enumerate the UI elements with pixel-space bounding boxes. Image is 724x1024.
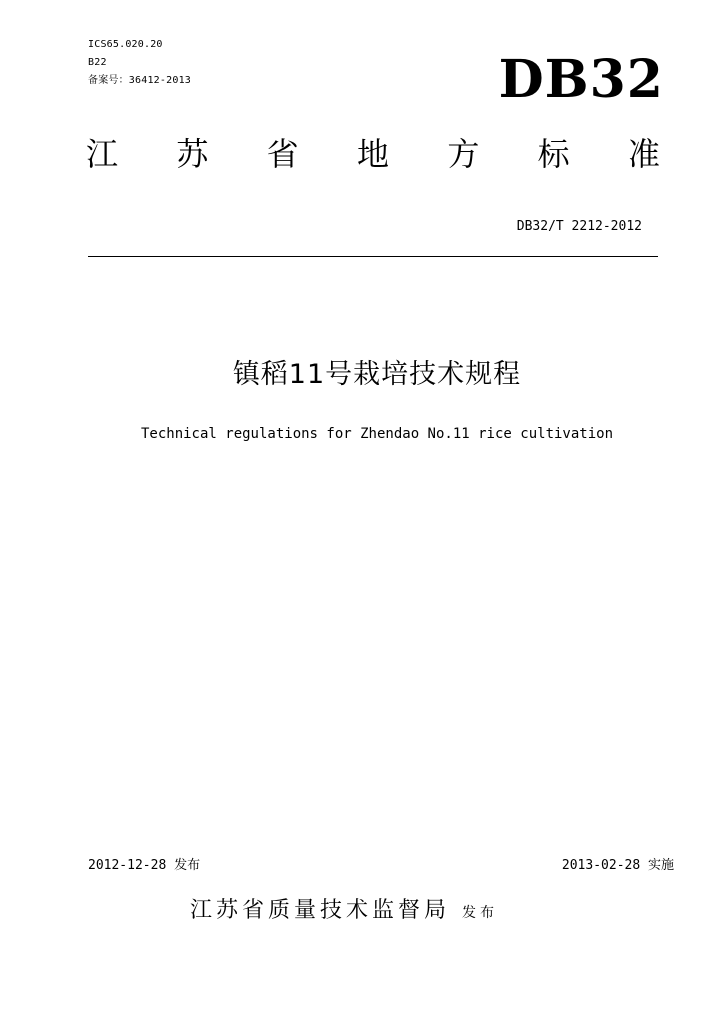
publisher-suffix: 发布 [462,905,499,921]
filing-number: 备案号：36412-2013 [88,75,192,86]
standard-type-char: 地 [356,135,389,173]
db-code-logo: DB32 [498,49,664,110]
header-divider [88,256,658,257]
standard-type-char: 准 [627,135,660,173]
standard-type-char: 标 [537,135,570,173]
title-english: Technical regulations for Zhendao No.11 rice cultivation [140,426,613,442]
standard-type-heading [86,134,660,174]
publisher-line [190,896,498,926]
publisher-name: 江苏省质量技术监督局 [190,898,451,923]
implementation-date: 2013-02-28 实施 [561,858,674,873]
issue-date: 2012-12-28 发布 [88,858,201,873]
standard-type-char: 方 [447,135,480,173]
standard-type-char: 苏 [176,135,209,173]
classification-code: B22 [88,57,107,68]
title-chinese: 镇稻11号栽培技术规程 [232,359,522,390]
standard-type-char: 省 [266,135,299,173]
ics-code: ICS65.020.20 [88,39,163,50]
standard-number: DB32/T 2212-2012 [516,219,642,234]
standard-type-char: 江 [86,135,119,173]
